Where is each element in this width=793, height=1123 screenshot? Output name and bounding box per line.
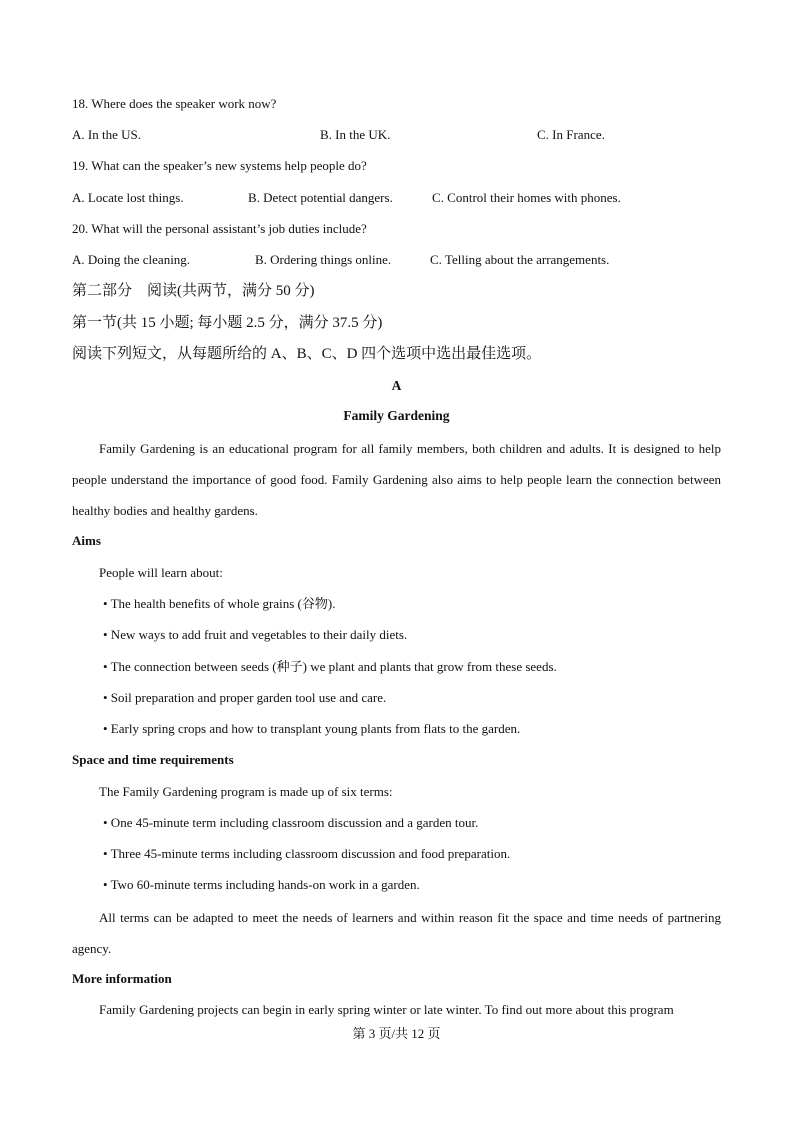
aims-item: • Early spring crops and how to transplant young plants from flats to the garden. (103, 721, 521, 736)
more-info-heading: More information (72, 971, 172, 986)
passage-title: Family Gardening (343, 408, 450, 423)
q20-option-a: A. Doing the cleaning. (72, 252, 191, 267)
more-info-text: Family Gardening projects can begin in early spring winter or late winter. To find out more about this program (99, 1002, 674, 1017)
reading-instruction: 阅读下列短文，从每题所给的 A、B、C、D 四个选项中选出最佳选项。 (72, 346, 542, 362)
q18-option-c: C. In France. (537, 127, 605, 142)
subsection-one-title: 第一节(共 15 小题; 每小题 2.5 分，满分 37.5 分) (72, 315, 383, 331)
q19-option-c: C. Control their homes with phones. (432, 190, 621, 205)
q20-option-b: B. Ordering things online. (255, 252, 392, 267)
page-number: 第 3 页/共 12 页 (352, 1026, 441, 1041)
q20-option-c: C. Telling about the arrangements. (430, 252, 610, 267)
q19-option-a: A. Locate lost things. (72, 190, 184, 205)
question-20: 20. What will the personal assistant’s job duties include? (72, 221, 367, 236)
passage-intro-paragraph: Family Gardening is an educational program for all family members, both children and adults. It is designed to help people understand the importance of good food. Family Gardening also aims to help people learn the connection between healthy bodies and healthy gardens. (72, 441, 721, 518)
aims-item: • The connection between seeds (种子) we plant and plants that grow from these seeds. (103, 659, 557, 674)
passage-letter: A (391, 378, 402, 393)
aims-item: • The health benefits of whole grains (谷物). (103, 596, 336, 611)
term-item: • One 45-minute term including classroom discussion and a garden tour. (103, 815, 479, 830)
term-item: • Three 45-minute terms including classroom discussion and food preparation. (103, 846, 511, 861)
aims-heading: Aims (72, 533, 101, 548)
part-two-title: 第二部分 阅读(共两节，满分 50 分) (72, 283, 315, 299)
space-time-heading: Space and time requirements (72, 752, 234, 767)
q18-option-b: B. In the UK. (320, 127, 391, 142)
q19-option-b: B. Detect potential dangers. (248, 190, 393, 205)
q18-option-a: A. In the US. (72, 127, 141, 142)
space-time-lead: The Family Gardening program is made up of six terms: (99, 784, 393, 799)
question-18: 18. Where does the speaker work now? (72, 96, 277, 111)
aims-item: • Soil preparation and proper garden tool use and care. (103, 690, 387, 705)
aims-item: • New ways to add fruit and vegetables to their daily diets. (103, 627, 408, 642)
aims-lead: People will learn about: (99, 565, 223, 580)
term-item: • Two 60-minute terms including hands-on work in a garden. (103, 877, 420, 892)
terms-note-paragraph: All terms can be adapted to meet the needs of learners and within reason fit the space and time needs of partnering agency. (72, 910, 721, 956)
question-19: 19. What can the speaker’s new systems help people do? (72, 158, 367, 173)
